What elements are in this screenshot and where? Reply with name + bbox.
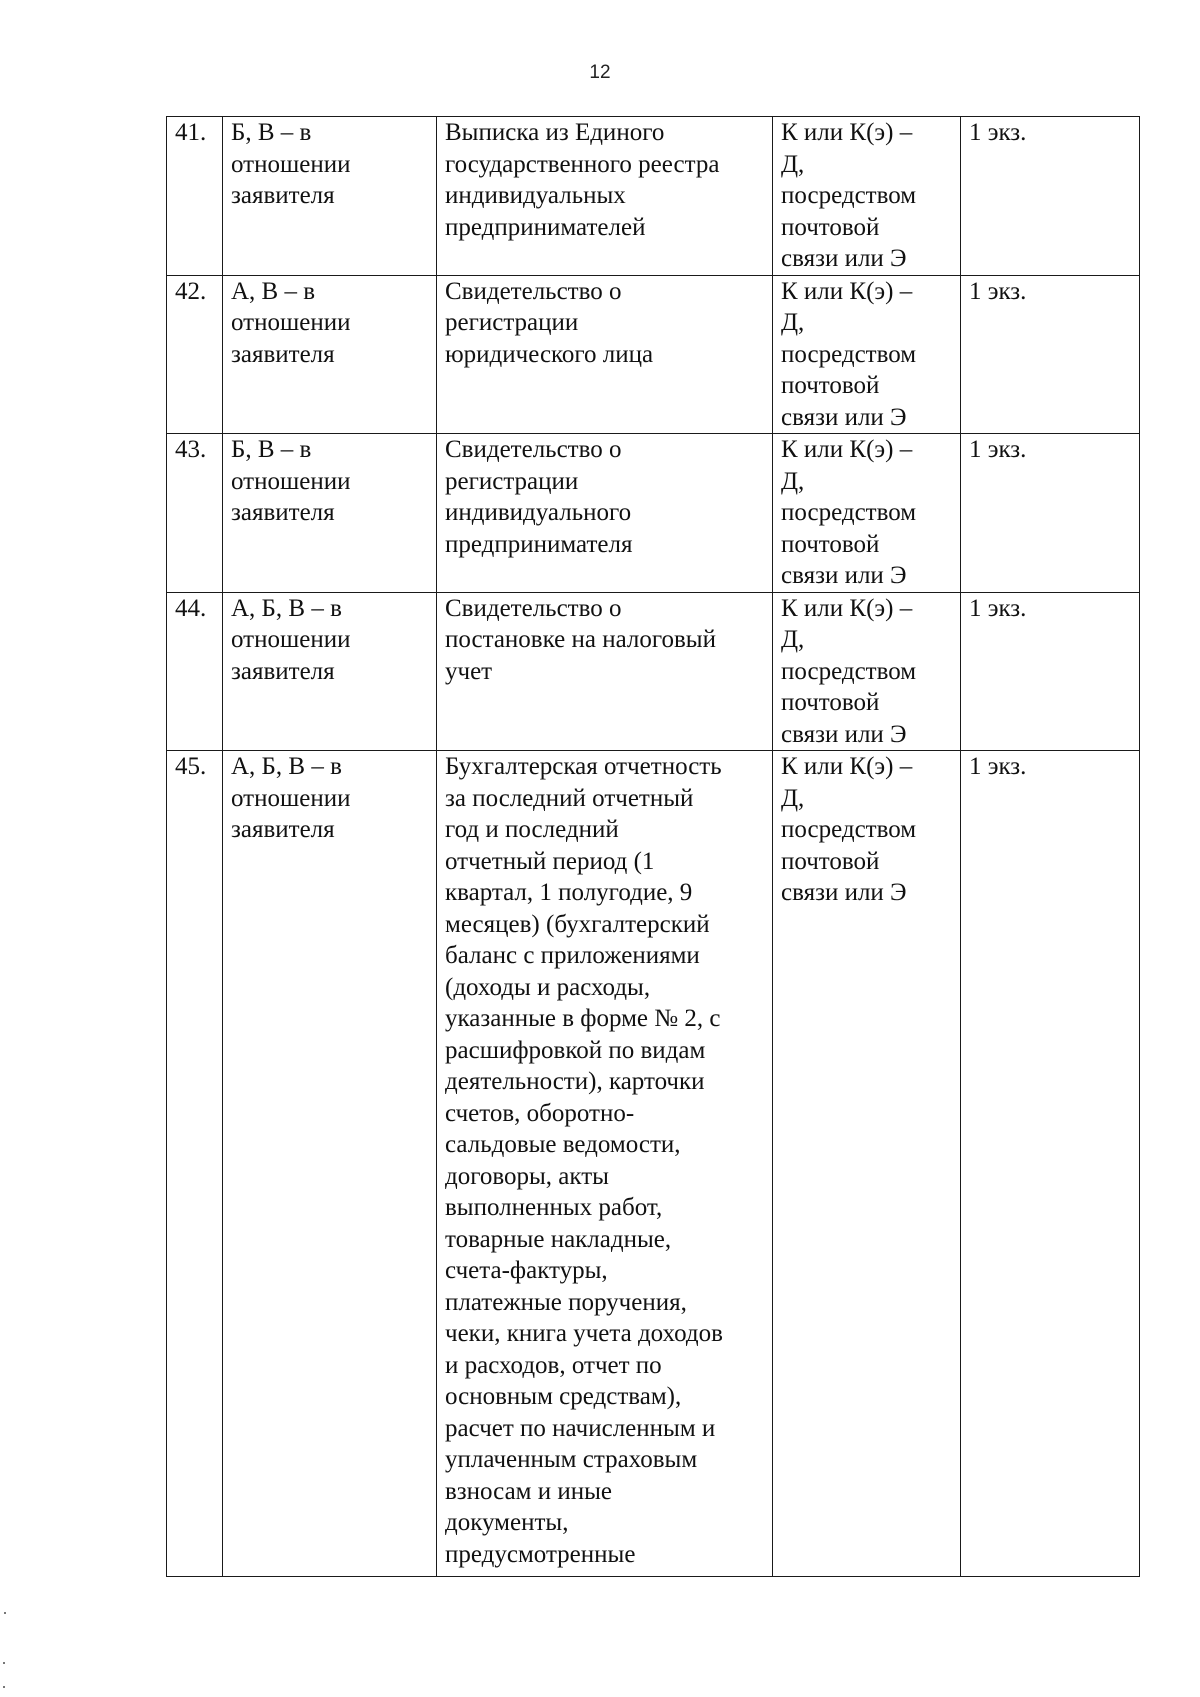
table-row [167, 592, 1140, 751]
document-line: и расходов, отчет по [445, 1351, 662, 1379]
document-line: постановке на налоговый [445, 626, 716, 653]
submission-form-line: связи или Э [781, 720, 907, 748]
submission-form-cell [773, 592, 961, 751]
document-line: год и последний [445, 816, 619, 843]
copies-count: 1 экз. [969, 436, 1027, 463]
row-number-cell [167, 434, 223, 593]
copies-cell [961, 592, 1140, 751]
scan-speck [4, 1612, 6, 1614]
document-line: предпринимателей [445, 213, 646, 241]
table-row [167, 434, 1140, 593]
row-number-cell [167, 751, 223, 1577]
row-number-cell [167, 592, 223, 751]
submission-form-line: Д, [781, 784, 805, 812]
submission-form-cell [773, 117, 961, 276]
document-line: документы, [445, 1509, 569, 1536]
document-line: предпринимателя [445, 530, 633, 558]
submission-form-line: Д, [781, 626, 805, 653]
copies-cell [961, 434, 1140, 593]
document-line: товарные накладные, [445, 1225, 672, 1253]
submission-form-cell [773, 434, 961, 593]
applicant-line: отношении [231, 150, 351, 178]
table-row [167, 117, 1140, 276]
applicant-line: А, В – в [231, 277, 316, 305]
copies-count: 1 экз. [969, 753, 1027, 780]
submission-form-line: почтовой [781, 530, 880, 558]
applicant-cell [223, 117, 437, 276]
applicant-cell [223, 592, 437, 751]
row-number: 43. [175, 436, 207, 463]
document-line: месяцев) (бухгалтерский [445, 910, 710, 938]
submission-form-line: посредством [781, 340, 917, 368]
document-line: юридического лица [445, 340, 654, 368]
applicant-line: Б, В – в [231, 119, 312, 146]
copies-count: 1 экз. [969, 594, 1027, 622]
submission-form-cell [773, 751, 961, 1577]
document-cell [437, 275, 773, 434]
documents-table [166, 116, 1140, 1577]
copies-cell [961, 117, 1140, 276]
document-cell [437, 592, 773, 751]
applicant-line: Б, В – в [231, 436, 312, 463]
document-line: (доходы и расходы, [445, 973, 651, 1001]
table-row [167, 751, 1140, 1577]
submission-form-line: посредством [781, 816, 917, 843]
document-line: договоры, акты [445, 1162, 609, 1190]
document-line: выполненных работ, [445, 1194, 663, 1221]
document-line: счетов, оборотно- [445, 1099, 635, 1127]
document-line: индивидуальных [445, 182, 626, 209]
applicant-line: А, Б, В – в [231, 753, 342, 780]
applicant-line: отношении [231, 309, 351, 336]
document-line: индивидуального [445, 499, 632, 526]
document-line: регистрации [445, 309, 579, 336]
applicant-line: отношении [231, 784, 351, 812]
document-line: платежные поручения, [445, 1288, 687, 1316]
copies-count: 1 экз. [969, 277, 1027, 305]
document-cell [437, 751, 773, 1577]
applicant-line: А, Б, В – в [231, 594, 342, 622]
document-line: чеки, книга учета доходов [445, 1320, 723, 1347]
applicant-cell [223, 751, 437, 1577]
document-line: уплаченным страховым [445, 1446, 698, 1473]
submission-form-cell [773, 275, 961, 434]
document-line: основным средствам), [445, 1383, 682, 1410]
applicant-line: заявителя [231, 340, 335, 368]
document-line: квартал, 1 полугодие, 9 [445, 879, 693, 906]
document-line: деятельности), карточки [445, 1068, 705, 1095]
document-line: учет [445, 657, 493, 685]
submission-form-line: Д, [781, 467, 805, 495]
submission-form-line: К или К(э) – [781, 594, 913, 622]
applicant-line: заявителя [231, 499, 335, 526]
document-line: Свидетельство о [445, 594, 622, 622]
document-line: регистрации [445, 467, 579, 495]
applicant-cell [223, 434, 437, 593]
submission-form-line: К или К(э) – [781, 436, 913, 463]
submission-form-line: посредством [781, 499, 917, 526]
document-line: предусмотренные [445, 1540, 636, 1568]
applicant-line: заявителя [231, 816, 335, 843]
document-line: государственного реестра [445, 150, 720, 178]
table-row [167, 275, 1140, 434]
scan-speck [3, 1662, 5, 1664]
applicant-cell [223, 275, 437, 434]
applicant-line: заявителя [231, 182, 335, 209]
submission-form-line: почтовой [781, 847, 880, 875]
row-number: 41. [175, 119, 207, 146]
document-line: расшифровкой по видам [445, 1036, 706, 1064]
submission-form-line: К или К(э) – [781, 753, 913, 780]
document-line: указанные в форме № 2, с [445, 1005, 721, 1032]
submission-form-line: почтовой [781, 213, 880, 241]
document-line: Бухгалтерская отчетность [445, 753, 722, 780]
row-number: 44. [175, 594, 207, 622]
document-line: счета-фактуры, [445, 1257, 608, 1284]
document-line: расчет по начисленным и [445, 1414, 716, 1442]
document-cell [437, 434, 773, 593]
document-line: взносам и иные [445, 1477, 613, 1505]
document-line: баланс с приложениями [445, 942, 700, 969]
document-line: сальдовые ведомости, [445, 1131, 681, 1158]
submission-form-line: связи или Э [781, 879, 907, 906]
submission-form-line: К или К(э) – [781, 277, 913, 305]
row-number: 42. [175, 277, 207, 305]
page-number: 12 [589, 62, 611, 83]
applicant-line: отношении [231, 626, 351, 653]
scan-speck [3, 1686, 5, 1688]
submission-form-line: связи или Э [781, 245, 907, 272]
submission-form-line: посредством [781, 182, 917, 209]
submission-form-line: почтовой [781, 689, 880, 716]
applicant-line: отношении [231, 467, 351, 495]
document-line: Свидетельство о [445, 277, 622, 305]
copies-cell [961, 751, 1140, 1577]
document-line: Свидетельство о [445, 436, 622, 463]
document-cell [437, 117, 773, 276]
row-number-cell [167, 275, 223, 434]
applicant-line: заявителя [231, 657, 335, 685]
document-line: Выписка из Единого [445, 119, 665, 146]
row-number: 45. [175, 753, 207, 780]
copies-count: 1 экз. [969, 119, 1027, 146]
submission-form-line: Д, [781, 150, 805, 178]
row-number-cell [167, 117, 223, 276]
document-line: отчетный период (1 [445, 847, 655, 875]
submission-form-line: почтовой [781, 372, 880, 399]
submission-form-line: посредством [781, 657, 917, 685]
submission-form-line: связи или Э [781, 403, 907, 431]
submission-form-line: К или К(э) – [781, 119, 913, 146]
submission-form-line: Д, [781, 309, 805, 336]
document-line: за последний отчетный [445, 784, 694, 812]
submission-form-line: связи или Э [781, 562, 907, 589]
copies-cell [961, 275, 1140, 434]
